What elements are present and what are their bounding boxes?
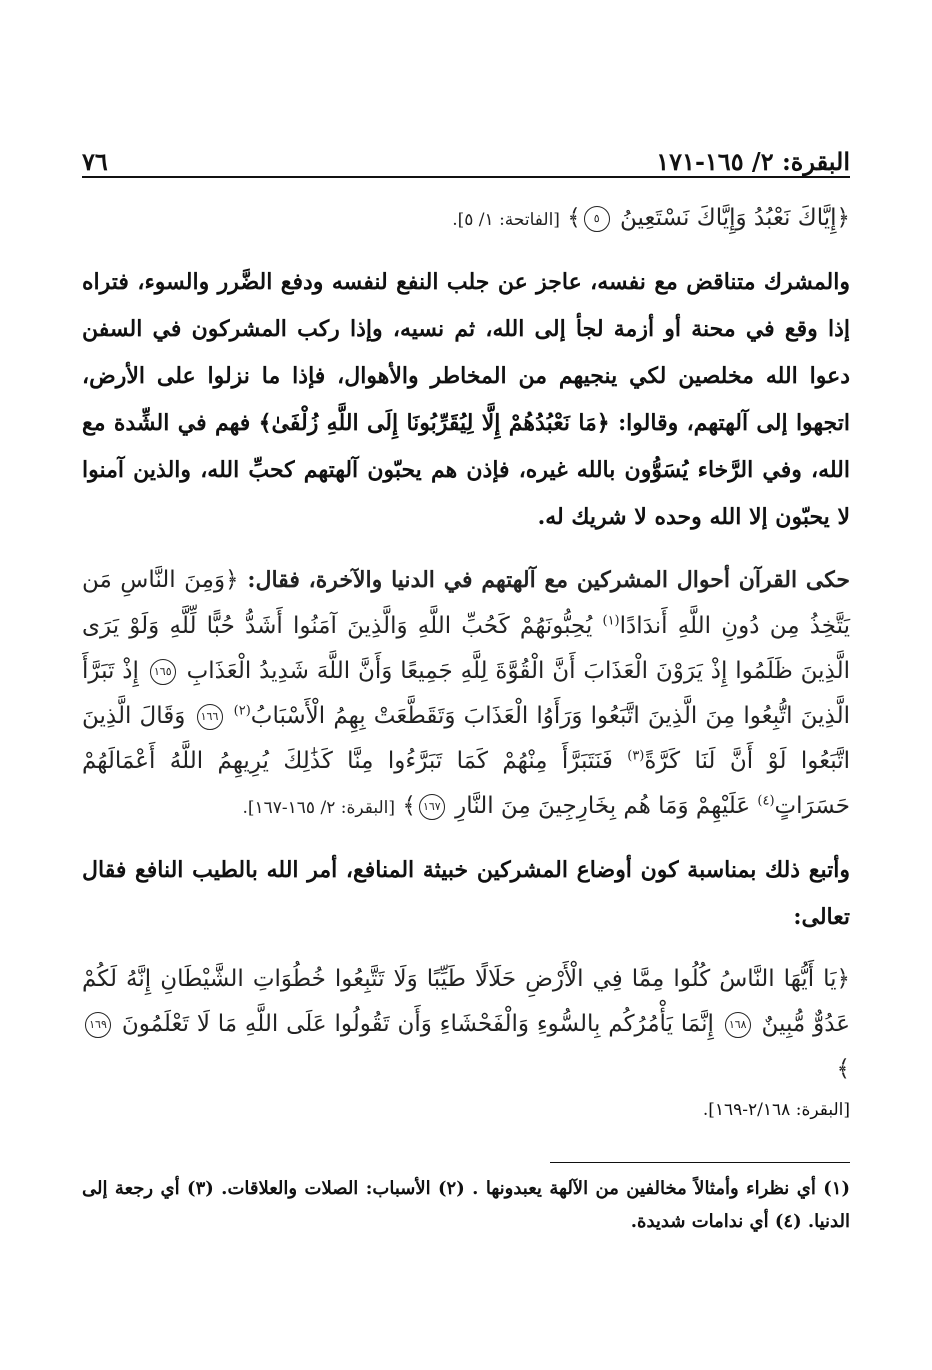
ayah-marker: ١٦٨	[725, 1012, 751, 1038]
paragraph-3: وأتبع ذلك بمناسبة كون أوضاع المشركين خبيثة المنافع، أمر الله بالطيب النافع فقال تعالى:	[82, 857, 850, 930]
footnotes	[82, 1172, 850, 1238]
paragraph-2	[82, 557, 850, 831]
verse-fatiha	[82, 196, 850, 243]
verse-text: ﴿وَمِنَ النَّاسِ مَن يَتَّخِذُ مِن دُونِ اللَّهِ أَندَادًا	[82, 567, 850, 639]
verse-text: إِذْ تَبَرَّأَ الَّذِينَ اتُّبِعُوا مِنَ الَّذِينَ اتَّبَعُوا وَرَأَوُا الْعَذَابَ وَتَقَطَّعَتْ بِهِمُ الْأَسْبَابُ	[82, 658, 850, 729]
surah-reference: البقرة: ٢/ ١٦٥-١٧١	[656, 147, 850, 176]
verse-baqarah-168-169	[82, 957, 850, 1092]
verse-text: ﴿إِيَّاكَ نَعْبُدُ وَإِيَّاكَ نَسْتَعِينُ	[620, 205, 850, 231]
footnote-ref-4[interactable]: (٤)	[757, 793, 775, 809]
footnote-ref-1[interactable]: (١)	[602, 613, 620, 629]
page-number: ٧٦	[82, 147, 108, 176]
verse-text: فَنَتَبَرَّأَ مِنْهُمْ كَمَا تَبَرَّءُوا مِنَّا كَذَٰلِكَ يُرِيهِمُ اللَّهُ أَعْمَالَهُمْ حَسَرَاتٍ	[82, 748, 850, 819]
verse-reference: [الفاتحة: ١/ ٥].	[452, 210, 560, 230]
ayah-marker: ١٦٦	[197, 704, 223, 730]
ayah-marker: ٥	[584, 206, 610, 232]
paragraph-2-intro: حكى القرآن أحوال المشركين مع آلهتهم في الدنيا والآخرة، فقال:	[238, 567, 850, 593]
ayah-marker: ١٦٧	[419, 794, 445, 820]
verse-text: يُحِبُّونَهُمْ كَحُبِّ اللَّهِ وَالَّذِينَ آمَنُوا أَشَدُّ حُبًّا لِّلَّهِ وَلَوْ يَرَى الَّذِينَ ظَلَمُوا إِذْ يَرَوْنَ الْعَذَابَ أَنَّ الْقُوَّةَ لِلَّهِ جَمِيعًا وَأَنَّ اللَّهَ شَدِيدُ الْعَذَابِ	[82, 613, 850, 684]
main-content	[82, 196, 850, 1120]
paragraph-1: والمشرك متناقض مع نفسه، عاجز عن جلب النفع لنفسه ودفع الضَّرر والسوء، فتراه إذا وقع في محنة أو أزمة لجأ إلى الله، ثم نسيه، وإذا ركب المشركون في السفن دعوا الله مخلصين لكي ينجيهم من المخاطر والأهوال، فإذا ما نزلوا على الأرض، اتجهوا إلى آلهتهم، وقالوا: ﴿مَا نَعْبُدُهُمْ إِلَّا لِيُقَرِّبُونَا إِلَى اللَّهِ زُلْفَىٰ﴾ فهم في الشِّدة مع الله، وفي الرَّخاء يُسَوُّون بالله غيره، فإذن هم يحبّون آلهتهم كحبِّ الله، والذين آمنوا لا يحبّون إلا الله وحده لا شريك له.	[82, 269, 850, 530]
verse-text: ﴿يَا أَيُّهَا النَّاسُ كُلُوا مِمَّا فِي الْأَرْضِ حَلَالًا طَيِّبًا وَلَا تَتَّبِعُوا خُطُوَاتِ الشَّيْطَانِ إِنَّهُ لَكُمْ عَدُوٌّ مُّبِينٌ	[82, 966, 850, 1037]
verse-reference: [البقرة: ٢/١٦٨-١٦٩].	[702, 1100, 850, 1120]
footnote-rule	[550, 1162, 850, 1163]
verse-text: عَلَيْهِمْ وَمَا هُم بِخَارِجِينَ مِنَ النَّارِ	[455, 793, 758, 819]
page-header	[82, 140, 850, 176]
verse-reference: [البقرة: ٢/ ١٦٥-١٦٧].	[242, 798, 396, 818]
ayah-marker: ١٦٩	[85, 1012, 111, 1038]
verse-close-bracket: ﴾	[836, 1056, 850, 1082]
footnote-ref-2[interactable]: (٢)	[233, 703, 251, 719]
footnote-text: (١) أي نظراء وأمثالاً مخالفين من الآلهة يعبدونها . (٢) الأسباب: الصلات والعلاقات. (٣) أي رجعة إلى الدنيا. (٤) أي ندامات شديدة.	[82, 1178, 850, 1232]
verse-close-bracket: ﴾	[402, 793, 416, 819]
verse-text: إِنَّمَا يَأْمُرُكُم بِالسُّوءِ وَالْفَحْشَاءِ وَأَن تَقُولُوا عَلَى اللَّهِ مَا لَا تَعْلَمُونَ	[121, 1011, 722, 1037]
verse-close-bracket: ﴾	[567, 205, 581, 231]
header-rule	[82, 176, 850, 178]
footnote-ref-3[interactable]: (٣)	[627, 748, 645, 764]
ayah-marker: ١٦٥	[150, 659, 176, 685]
verse-text: وَقَالَ الَّذِينَ اتَّبَعُوا لَوْ أَنَّ لَنَا كَرَّةً	[82, 703, 850, 774]
